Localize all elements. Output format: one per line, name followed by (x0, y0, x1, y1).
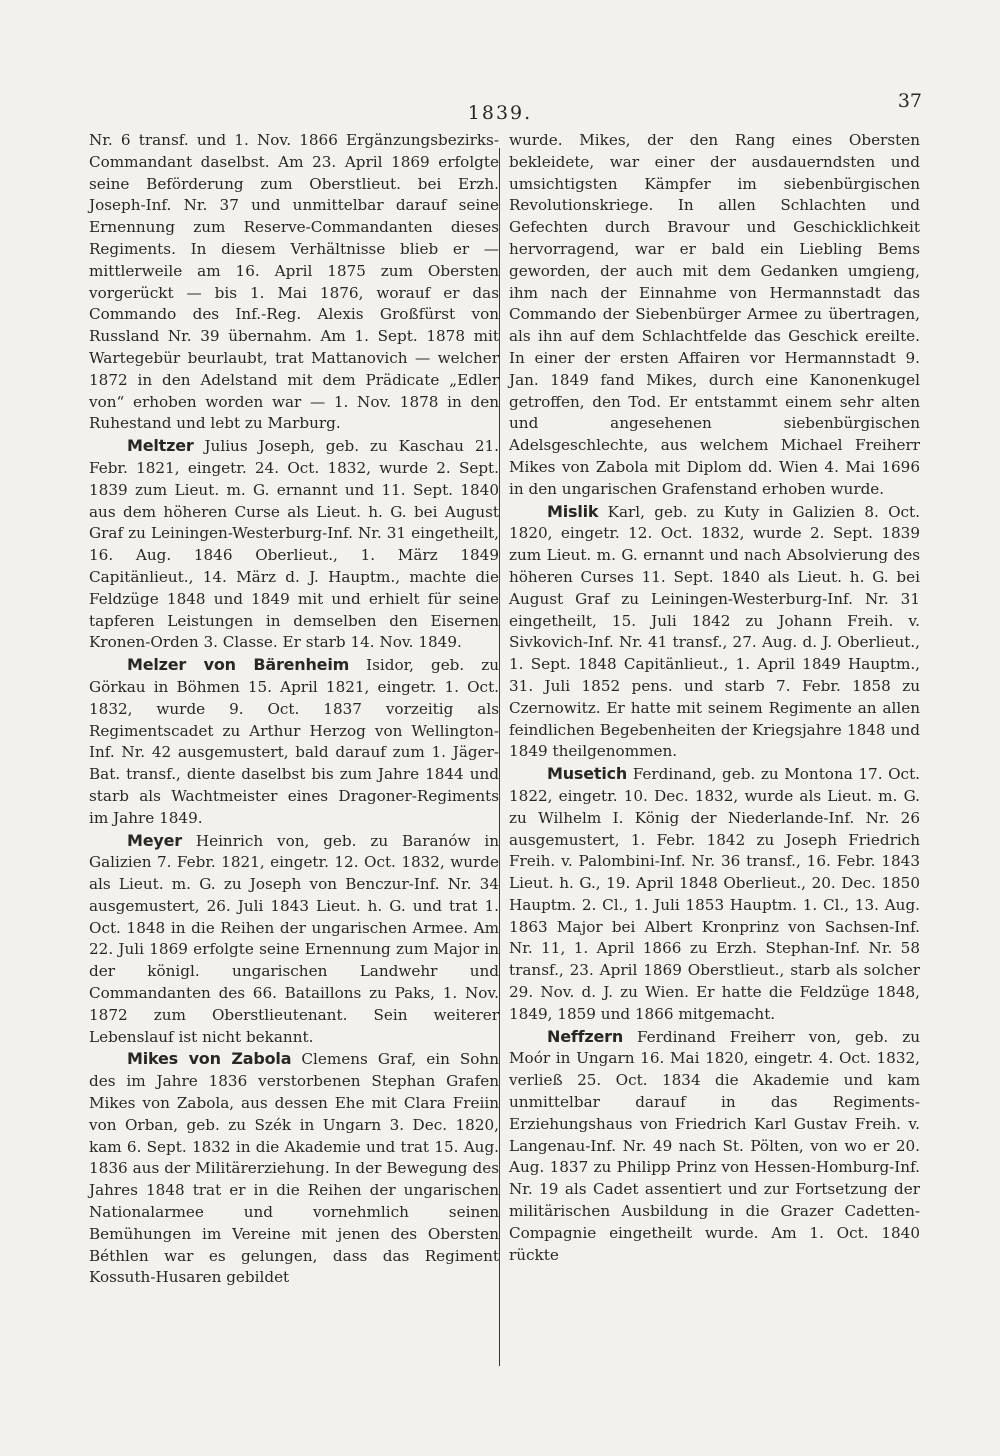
entry-text: Isidor, geb. zu Görkau in Böhmen 15. April 1821, eingetr. 1. Oct. 1832, wurde 9. Oct. 1837 vorzeitig als Regimentscadet zu Arthur Herzog von Wellington-Inf. Nr. 42 ausgemustert, bald darauf zum 1. Jäger-Bat. transf., diente daselbst bis zum Jahre 1844 und starb als Wachtmeister eines Dragoner-Regiments im Jahre 1849. (89, 656, 499, 827)
biography-entry (89, 830, 499, 1049)
entry-text: Karl, geb. zu Kuty in Galizien 8. Oct. 1820, eingetr. 12. Oct. 1832, wurde 2. Sept. 1839 zum Lieut. m. G. ernannt und nach Absolvierung des höheren Curses 11. Sept. 1840 als Lieut. h. G. bei August Graf zu Leiningen-Westerburg-Inf. Nr. 31 eingetheilt, 15. Juli 1842 zu Johann Freih. v. Sivkovich-Inf. Nr. 41 transf., 27. Aug. d. J. Oberlieut., 1. Sept. 1848 Capitänlieut., 1. April 1849 Hauptm., 31. Juli 1852 pens. und starb 7. Febr. 1858 zu Czernowitz. Er hatte mit seinem Regimente an allen feindlichen Begebenheiten der Kriegsjahre 1848 und 1849 theilgenommen. (509, 502, 920, 761)
right-column (509, 130, 920, 1266)
biography-entry (509, 763, 920, 1026)
entry-text: Julius Joseph, geb. zu Kaschau 21. Febr. 1821, eingetr. 24. Oct. 1832, wurde 2. Sept. 1839 zum Lieut. m. G. ernannt und 11. Sept. 1840 aus dem höheren Curse als Lieut. h. G. bei August Graf zu Leiningen-Westerburg-Inf. Nr. 31 eingetheilt, 16. Aug. 1846 Oberlieut., 1. März 1849 Capitänlieut., 14. März d. J. Hauptm., machte die Feldzüge 1848 und 1849 mit und erhielt für seine tapferen Leistungen in demselben den Eisernen Kronen-Orden 3. Classe. Er starb 14. Nov. 1849. (89, 437, 499, 652)
entry-text: Clemens Graf, ein Sohn des im Jahre 1836 verstorbenen Stephan Grafen Mikes von Zabola, aus dessen Ehe mit Clara Freiin von Orban, geb. zu Szék in Ungarn 3. Dec. 1820, kam 6. Sept. 1832 in die Akademie und trat 15. Aug. 1836 aus der Militärerziehung. In der Bewegung des Jahres 1848 trat er in die Reihen der ungarischen Nationalarmee und vornehmlich seinen Bemühungen im Vereine mit jenen des Obersten Béthlen war es gelungen, dass das Regiment Kossuth-Husaren gebildet (89, 1050, 499, 1287)
entry-text: Heinrich von, geb. zu Baranów in Galizien 7. Febr. 1821, eingetr. 12. Oct. 1832, wurde als Lieut. m. G. zu Joseph von Benczur-Inf. Nr. 34 ausgemustert, 26. Juli 1843 Lieut. h. G. und trat 1. Oct. 1848 in die Reihen der ungarischen Armee. Am 22. Juli 1869 erfolgte seine Ernennung zum Major in der königl. ungarischen Landwehr und Commandanten des 66. Bataillons zu Paks, 1. Nov. 1872 zum Oberstlieutenant. Sein weiterer Lebenslauf ist nicht bekannt. (89, 831, 499, 1046)
biography-entry (89, 435, 499, 654)
page-number: 37 (897, 90, 922, 112)
entry-name: Musetich (547, 764, 628, 784)
biography-entry (89, 654, 499, 829)
entry-name: Meltzer (127, 436, 194, 456)
continued-entry-text: Nr. 6 transf. und 1. Nov. 1866 Ergänzungsbezirks-Commandant daselbst. Am 23. April 1869 erfolgte seine Beförderung zum Oberstlieut. bei Erzh. Joseph-Inf. Nr. 37 und unmittelbar darauf seine Ernennung zum Reserve-Commandanten dieses Regiments. In diesem Verhältnisse blieb er — mittlerweile am 16. April 1875 zum Obersten vorgerückt — bis 1. Mai 1876, worauf er das Commando des Inf.-Reg. Alexis Großfürst von Russland Nr. 39 übernahm. Am 1. Sept. 1878 mit Wartegebür beurlaubt, trat Mattanovich — welcher 1872 in den Adelstand mit dem Prädicate „Edler von“ erhoben worden war — 1. Nov. 1878 in den Ruhestand und lebt zu Marburg. (89, 131, 499, 433)
entry-name: Mikes von Zabola (127, 1049, 292, 1069)
running-header-year: 1839. (467, 102, 533, 124)
entry-text: Ferdinand Freiherr von, geb. zu Moór in Ungarn 16. Mai 1820, eingetr. 4. Oct. 1832, verließ 25. Oct. 1834 die Akademie und kam unmittelbar darauf in das Regiments-Erziehungshaus von Friedrich Karl Gustav Freih. v. Langenau-Inf. Nr. 49 nach St. Pölten, von wo er 20. Aug. 1837 zu Philipp Prinz von Hessen-Homburg-Inf. Nr. 19 als Cadet assentiert und zur Fortsetzung der militärischen Ausbildung in die Grazer Cadetten-Compagnie eingetheilt wurde. Am 1. Oct. 1840 rückte (509, 1027, 920, 1264)
biography-entry (89, 1048, 499, 1289)
biography-entry (509, 1026, 920, 1267)
column-divider (499, 148, 500, 1366)
entry-name: Melzer von Bärenheim (127, 655, 350, 675)
continued-entry-text: wurde. Mikes, der den Rang eines Obersten bekleidete, war einer der ausdauerndsten und umsichtigsten Kämpfer im siebenbürgischen Revolutionskriege. In allen Schlachten und Gefechten durch Bravour und Geschicklichkeit hervorragend, war er bald ein Liebling Bems geworden, der auch mit dem Gedanken umgieng, ihm nach der Einnahme von Hermannstadt das Commando der Siebenbürger Armee zu übertragen, als ihn auf dem Schlachtfelde das Geschick ereilte. In einer der ersten Affairen vor Hermannstadt 9. Jan. 1849 fand Mikes, durch eine Kanonenkugel getroffen, den Tod. Er entstammt einem sehr alten und angesehenen siebenbürgischen Adelsgeschlechte, aus welchem Michael Freiherr Mikes von Zabola mit Diplom dd. Wien 4. Mai 1696 in den ungarischen Grafenstand erhoben wurde. (509, 131, 920, 498)
entry-name: Mislik (547, 501, 599, 521)
entry-name: Meyer (127, 830, 182, 850)
entry-name: Neffzern (547, 1026, 624, 1046)
entry-text: Ferdinand, geb. zu Montona 17. Oct. 1822, eingetr. 10. Dec. 1832, wurde als Lieut. m. G. zu Wilhelm I. König der Niederlande-Inf. Nr. 26 ausgemustert, 1. Febr. 1842 zu Joseph Friedrich Freih. v. Palombini-Inf. Nr. 36 transf., 16. Febr. 1843 Lieut. h. G., 19. April 1848 Oberlieut., 20. Dec. 1850 Hauptm. 2. Cl., 1. Juli 1853 Hauptm. 1. Cl., 13. Aug. 1863 Major bei Albert Kronprinz von Sachsen-Inf. Nr. 11, 1. April 1866 zu Erzh. Stephan-Inf. Nr. 58 transf., 23. April 1869 Oberstlieut., starb als solcher 29. Nov. d. J. zu Wien. Er hatte die Feldzüge 1848, 1849, 1859 und 1866 mitgemacht. (509, 765, 920, 1023)
biography-entry (509, 501, 920, 764)
left-column (89, 130, 499, 1289)
